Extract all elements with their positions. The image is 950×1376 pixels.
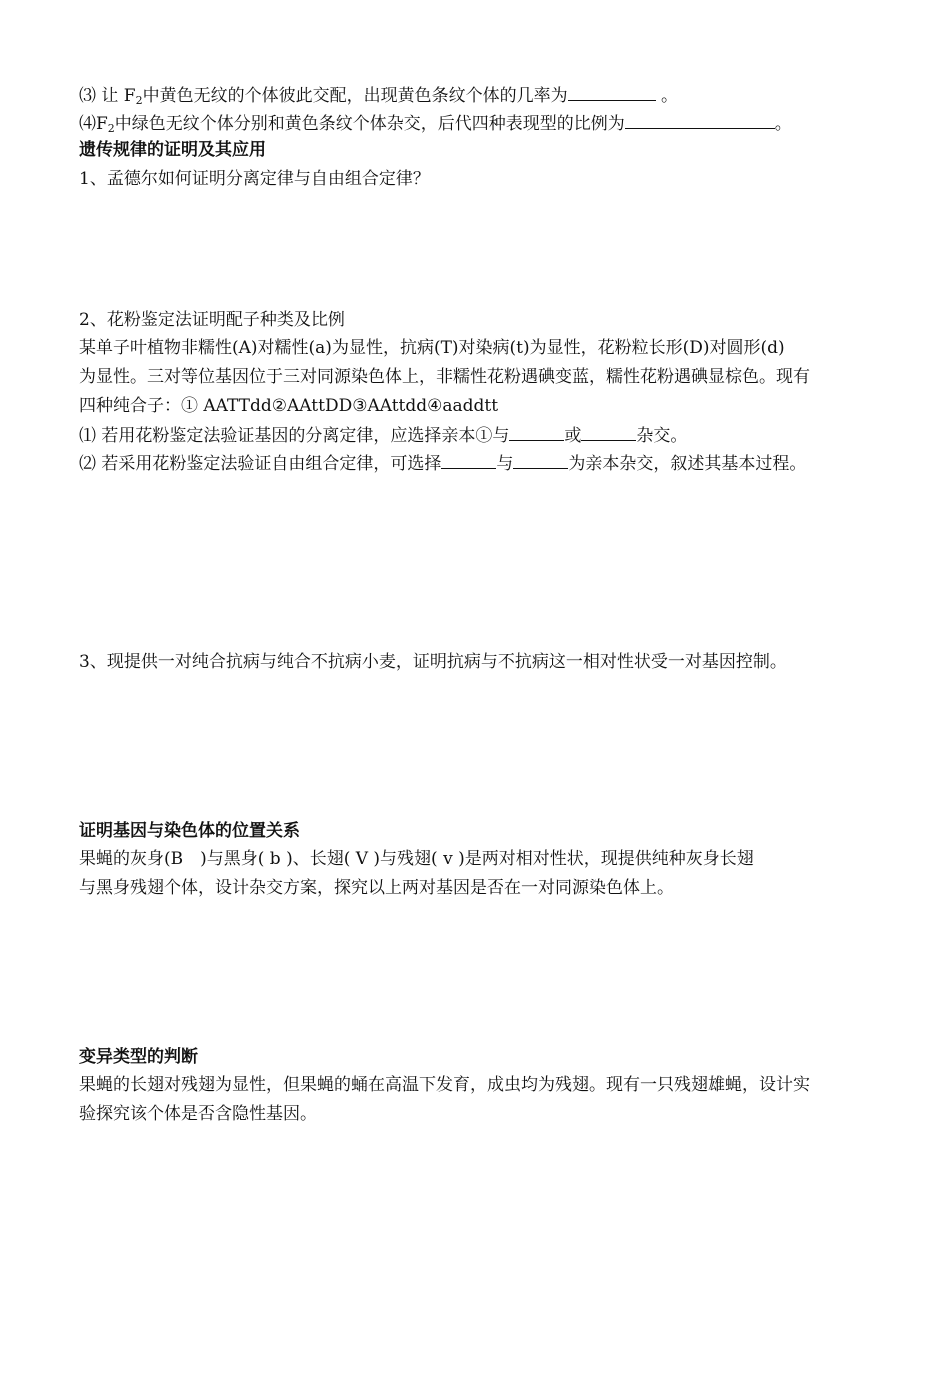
sub1-text-c: 杂交。: [636, 426, 688, 446]
question-3: [79, 82, 879, 108]
q4-text: 中绿色无纹个体分别和黄色条纹个体杂交，后代四种表现型的比例为: [114, 114, 625, 134]
q3-answer-blank[interactable]: [568, 82, 656, 101]
sub2-text-b: 与: [496, 454, 514, 474]
section-heading-genetic-laws: 遗传规律的证明及其应用: [79, 140, 266, 160]
item-2-line-3: 四种纯合子：① AATTdd②AAttDD③AAttdd④aaddtt: [79, 396, 499, 416]
item-3: 3、现提供一对纯合抗病与纯合不抗病小麦，证明抗病与不抗病这一相对性状受一对基因控制。: [79, 652, 787, 672]
item-2-title: 2、花粉鉴定法证明配子种类及比例: [79, 310, 345, 330]
q3-suffix: 。: [655, 86, 679, 106]
section-heading-gene-chromosome: 证明基因与染色体的位置关系: [79, 821, 300, 841]
q4-suffix: 。: [774, 114, 792, 134]
section-heading-variation-type: 变异类型的判断: [79, 1047, 198, 1067]
sub2-blank-2[interactable]: [513, 450, 568, 469]
sub1-blank-1[interactable]: [509, 422, 564, 441]
sub2-text-a: ⑵ 若采用花粉鉴定法验证自由组合定律，可选择: [79, 454, 442, 474]
sub1-blank-2[interactable]: [581, 422, 636, 441]
q4-prefix: ⑷F: [79, 114, 108, 134]
sub2-blank-1[interactable]: [441, 450, 496, 469]
question-4: [79, 110, 879, 136]
item-1: 1、孟德尔如何证明分离定律与自由组合定律？: [79, 169, 430, 189]
q4-answer-blank[interactable]: [625, 110, 775, 129]
section-3-line-2: 验探究该个体是否含隐性基因。: [79, 1104, 317, 1124]
section-3-line-1: 果蝇的长翅对残翅为显性，但果蝇的蛹在高温下发育，成虫均为残翅。现有一只残翅雄蝇，设计实: [79, 1075, 810, 1095]
q3-prefix: ⑶ 让 F: [79, 86, 136, 106]
q3-text: 中黄色无纹的个体彼此交配，出现黄色条纹个体的几率为: [142, 86, 568, 106]
q4-subscript: 2: [107, 122, 115, 135]
item-2-sub-1: [79, 422, 879, 448]
sub1-text-a: ⑴ 若用花粉鉴定法验证基因的分离定律，应选择亲本①与: [79, 426, 510, 446]
item-2-line-2: 为显性。三对等位基因位于三对同源染色体上，非糯性花粉遇碘变蓝，糯性花粉遇碘显棕色。现有: [79, 367, 810, 387]
sub2-text-c: 为亲本杂交，叙述其基本过程。: [568, 454, 807, 474]
sub1-text-b: 或: [564, 426, 582, 446]
item-2-line-1: 某单子叶植物非糯性(A)对糯性(a)为显性，抗病(T)对染病(t)为显性，花粉粒长形(D)对圆形(d): [79, 338, 785, 358]
item-2-sub-2: [79, 450, 879, 476]
section-2-line-1: 果蝇的灰身(B )与黑身( b )、长翅( V )与残翅( v )是两对相对性状，现提供纯种灰身长翅: [79, 849, 754, 869]
q3-subscript: 2: [135, 94, 143, 107]
section-2-line-2: 与黑身残翅个体，设计杂交方案，探究以上两对基因是否在一对同源染色体上。: [79, 878, 674, 898]
